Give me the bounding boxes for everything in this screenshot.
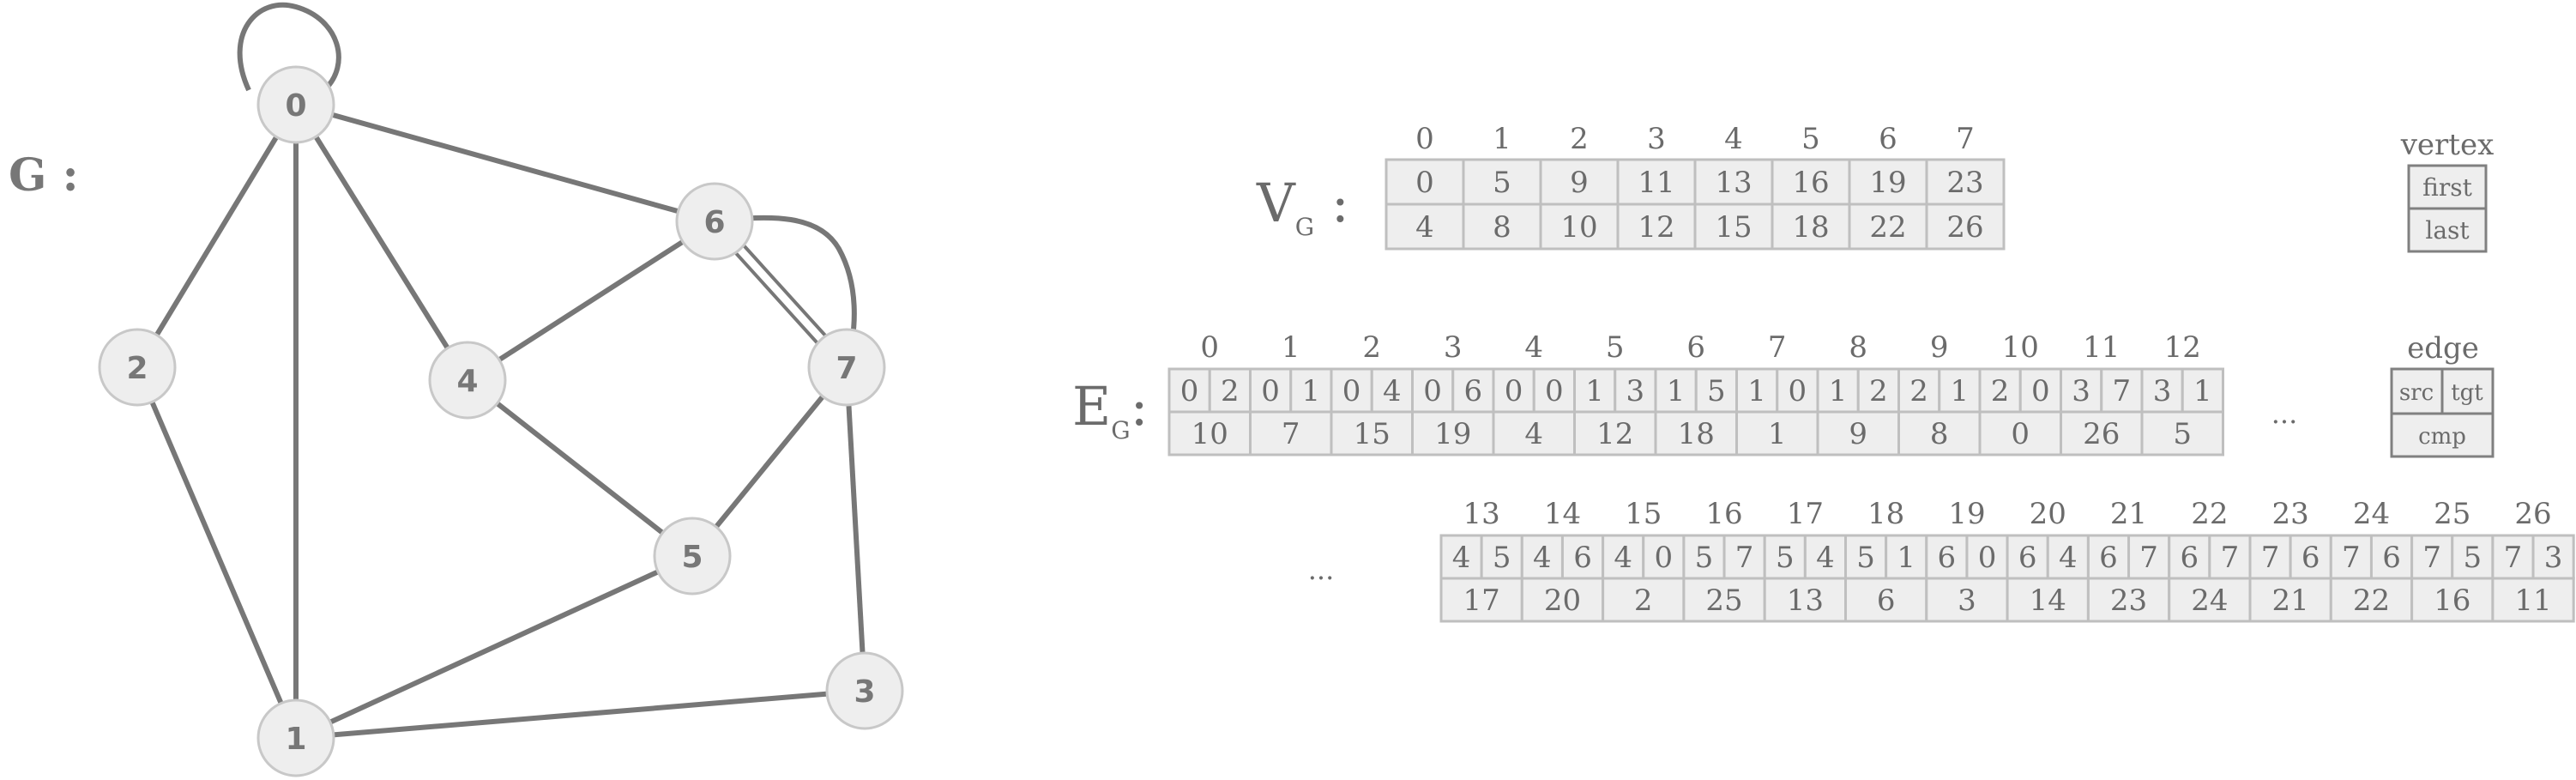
edge-index-0: 0 xyxy=(1200,330,1220,365)
edge-tgt-value: 3 xyxy=(2543,541,2563,575)
node-label-0: 0 xyxy=(285,88,307,124)
edge-index-6: 6 xyxy=(1686,330,1706,365)
legend-vertex-first: first xyxy=(2422,173,2472,202)
legend-edge-title: edge xyxy=(2407,331,2479,366)
edge-4-6 xyxy=(468,221,715,380)
node-label-1: 1 xyxy=(285,722,307,757)
edge-src-value: 6 xyxy=(2180,541,2199,575)
edge-cmp-value: 0 xyxy=(2011,417,2030,451)
edge-src-value: 6 xyxy=(1937,541,1957,575)
edge-tgt-value: 0 xyxy=(1977,541,1997,575)
edge-ellipsis-right: ... xyxy=(2271,397,2298,430)
vertex-first-value: 19 xyxy=(1869,166,1907,200)
edge-cmp-value: 9 xyxy=(1849,417,1868,451)
edge-index-18: 18 xyxy=(1867,497,1905,531)
vertex-table-label: $V_G$ : xyxy=(1257,172,1349,241)
edge-src-value: 0 xyxy=(1423,374,1442,408)
vertex-first-value: 0 xyxy=(1415,166,1434,200)
edge-src-value: 3 xyxy=(2152,374,2172,408)
vertex-last-value: 22 xyxy=(1869,210,1907,245)
edge-cmp-value: 18 xyxy=(1677,417,1715,451)
edge-src-value: 2 xyxy=(1909,374,1928,408)
edge-tgt-value: 4 xyxy=(2059,541,2078,575)
edge-tgt-value: 7 xyxy=(2139,541,2158,575)
edge-index-17: 17 xyxy=(1786,497,1824,531)
edge-cmp-value: 1 xyxy=(1767,417,1787,451)
vertex-index-7: 7 xyxy=(1956,122,1975,156)
edge-tgt-value: 6 xyxy=(1463,374,1483,408)
edge-3-7 xyxy=(847,367,865,691)
edge-cmp-value: 21 xyxy=(2271,583,2309,618)
edge-src-value: 0 xyxy=(1261,374,1280,408)
edge-tgt-value: 2 xyxy=(1221,374,1240,408)
edge-cmp-value: 22 xyxy=(2352,583,2391,618)
edge-src-value: 7 xyxy=(2422,541,2441,575)
edge-index-5: 5 xyxy=(1605,330,1625,365)
edge-src-value: 1 xyxy=(1666,374,1686,408)
edge-index-19: 19 xyxy=(1948,497,1986,531)
legend-vertex-title: vertex xyxy=(2400,128,2495,162)
node-label-3: 3 xyxy=(854,674,876,710)
legend-edge-tgt: tgt xyxy=(2451,380,2483,406)
vertex-index-0: 0 xyxy=(1415,122,1434,156)
legend-edge-cmp: cmp xyxy=(2418,424,2466,450)
edge-src-value: 4 xyxy=(1451,541,1471,575)
edge-cmp-value: 11 xyxy=(2514,583,2552,618)
edge-cmp-value: 26 xyxy=(2083,417,2121,451)
vertex-last-value: 10 xyxy=(1560,210,1598,245)
edge-index-14: 14 xyxy=(1543,497,1582,531)
vertex-last-value: 8 xyxy=(1493,210,1511,245)
edge-index-7: 7 xyxy=(1767,330,1787,365)
edge-cmp-value: 10 xyxy=(1191,417,1228,451)
edge-cmp-value: 16 xyxy=(2434,583,2471,618)
edge-4-5 xyxy=(468,380,692,556)
vertex-last-value: 26 xyxy=(1946,210,1984,245)
vertex-last-value: 4 xyxy=(1415,210,1434,245)
edge-cmp-value: 3 xyxy=(1958,583,1976,618)
edge-tgt-value: 4 xyxy=(1816,541,1835,575)
edge-index-23: 23 xyxy=(2271,497,2309,531)
node-label-2: 2 xyxy=(126,351,148,386)
edge-src-value: 2 xyxy=(1990,374,2010,408)
edge-index-21: 21 xyxy=(2109,497,2148,531)
edge-index-8: 8 xyxy=(1849,330,1868,365)
edge-cmp-value: 24 xyxy=(2191,583,2229,618)
vertex-first-value: 23 xyxy=(1946,166,1984,200)
vertex-table xyxy=(1386,122,2004,249)
edge-index-25: 25 xyxy=(2434,497,2471,531)
edge-table-row1 xyxy=(1169,330,2223,455)
edge-1-2 xyxy=(137,367,296,738)
edge-0-2 xyxy=(137,105,296,367)
legend-vertex-last: last xyxy=(2425,216,2470,245)
edge-tgt-value: 0 xyxy=(1545,374,1564,408)
edge-cmp-value: 23 xyxy=(2109,583,2148,618)
edge-cmp-value: 5 xyxy=(2173,417,2193,451)
edge-cmp-value: 8 xyxy=(1929,417,1949,451)
edge-index-24: 24 xyxy=(2352,497,2391,531)
edge-src-value: 4 xyxy=(1614,541,1632,575)
edge-cmp-value: 15 xyxy=(1353,417,1391,451)
node-label-6: 6 xyxy=(703,205,726,240)
edge-cmp-value: 7 xyxy=(1281,417,1300,451)
edge-index-3: 3 xyxy=(1443,330,1463,365)
edge-src-value: 6 xyxy=(2018,541,2037,575)
edge-cmp-value: 20 xyxy=(1543,583,1582,618)
edge-tgt-value: 6 xyxy=(2301,541,2320,575)
edge-src-value: 7 xyxy=(2342,541,2361,575)
edge-tgt-value: 7 xyxy=(2220,541,2240,575)
edge-src-value: 1 xyxy=(1747,374,1766,408)
vertex-index-1: 1 xyxy=(1493,122,1511,156)
node-label-5: 5 xyxy=(681,540,703,575)
vertex-last-value: 18 xyxy=(1792,210,1830,245)
edge-index-12: 12 xyxy=(2163,330,2201,365)
vertex-index-4: 4 xyxy=(1724,122,1743,156)
vertex-first-value: 16 xyxy=(1792,166,1830,200)
edge-tgt-value: 0 xyxy=(1788,374,1807,408)
graph-nodes xyxy=(100,67,902,776)
edge-tgt-value: 0 xyxy=(2031,374,2050,408)
vertex-index-5: 5 xyxy=(1801,122,1820,156)
edge-cmp-value: 6 xyxy=(1876,583,1896,618)
edge-src-value: 4 xyxy=(1533,541,1552,575)
edge-src-value: 3 xyxy=(2072,374,2090,408)
edge-cmp-value: 2 xyxy=(1633,583,1653,618)
edge-tgt-value: 5 xyxy=(1492,541,1511,575)
edge-src-value: 1 xyxy=(1585,374,1604,408)
edge-cmp-value: 19 xyxy=(1434,417,1472,451)
edge-tgt-value: 6 xyxy=(1573,541,1592,575)
edge-tgt-value: 1 xyxy=(2193,374,2212,408)
edge-index-13: 13 xyxy=(1463,497,1500,531)
edge-tgt-value: 3 xyxy=(1626,374,1645,408)
edge-tgt-value: 1 xyxy=(1897,541,1916,575)
vertex-index-3: 3 xyxy=(1647,122,1666,156)
vertex-last-value: 12 xyxy=(1638,210,1675,245)
edge-index-1: 1 xyxy=(1281,330,1300,365)
edge-src-value: 7 xyxy=(2503,541,2523,575)
edge-cmp-value: 12 xyxy=(1596,417,1634,451)
node-label-7: 7 xyxy=(836,351,858,386)
edge-cmp-value: 17 xyxy=(1463,583,1500,618)
edge-src-value: 7 xyxy=(2260,541,2280,575)
edge-tgt-value: 2 xyxy=(1869,374,1888,408)
edge-table-row2 xyxy=(1441,497,2573,621)
edge-tgt-value: 5 xyxy=(2463,541,2482,575)
edge-cmp-value: 14 xyxy=(2029,583,2066,618)
edge-index-4: 4 xyxy=(1524,330,1544,365)
edge-cmp-value: 4 xyxy=(1524,417,1544,451)
edge-tgt-value: 1 xyxy=(1950,374,1970,408)
edge-src-value: 1 xyxy=(1828,374,1848,408)
edge-index-2: 2 xyxy=(1362,330,1382,365)
edge-table-label: $E_G$: xyxy=(1072,375,1149,444)
legend-vertex xyxy=(2400,128,2495,251)
edge-index-22: 22 xyxy=(2191,497,2229,531)
edge-tgt-value: 0 xyxy=(1654,541,1674,575)
vertex-first-value: 11 xyxy=(1638,166,1675,200)
vertex-first-value: 5 xyxy=(1493,166,1511,200)
edge-cmp-value: 25 xyxy=(1705,583,1743,618)
edge-src-value: 0 xyxy=(1179,374,1199,408)
vertex-index-6: 6 xyxy=(1879,122,1897,156)
edge-index-16: 16 xyxy=(1705,497,1743,531)
node-label-4: 4 xyxy=(456,364,479,399)
graph-label: G : xyxy=(9,149,79,202)
edge-index-15: 15 xyxy=(1625,497,1662,531)
edge-tgt-value: 7 xyxy=(1734,541,1754,575)
edge-src-value: 0 xyxy=(1504,374,1523,408)
edge-ellipsis-left: ... xyxy=(1307,553,1335,586)
edge-tgt-value: 4 xyxy=(1383,374,1402,408)
edge-tgt-value: 5 xyxy=(1707,374,1726,408)
edge-index-11: 11 xyxy=(2083,330,2121,365)
legend-edge xyxy=(2392,331,2493,457)
edge-tgt-value: 1 xyxy=(1301,374,1321,408)
vertex-index-2: 2 xyxy=(1570,122,1589,156)
edge-cmp-value: 13 xyxy=(1786,583,1824,618)
edge-index-10: 10 xyxy=(2001,330,2039,365)
edge-tgt-value: 6 xyxy=(2382,541,2401,575)
edge-src-value: 6 xyxy=(2099,541,2118,575)
edge-src-value: 5 xyxy=(1856,541,1875,575)
edge-index-26: 26 xyxy=(2514,497,2552,531)
edge-tgt-value: 7 xyxy=(2112,374,2132,408)
edge-index-20: 20 xyxy=(2029,497,2066,531)
vertex-first-value: 13 xyxy=(1715,166,1753,200)
vertex-last-value: 15 xyxy=(1715,210,1753,245)
edge-index-9: 9 xyxy=(1929,330,1949,365)
vertex-first-value: 9 xyxy=(1570,166,1589,200)
edge-src-value: 0 xyxy=(1342,374,1361,408)
edge-src-value: 5 xyxy=(1694,541,1714,575)
edge-src-value: 5 xyxy=(1775,541,1795,575)
legend-edge-src: src xyxy=(2398,380,2434,406)
